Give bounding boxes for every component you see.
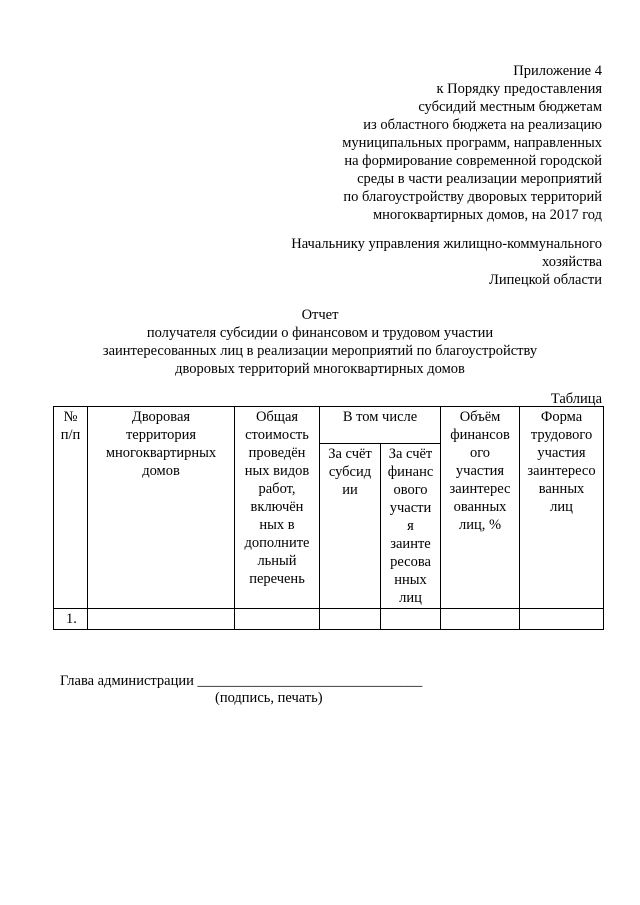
appendix-line: из областного бюджета на реализацию: [363, 117, 602, 133]
appendix-line: муниципальных программ, направленных: [342, 135, 602, 151]
table-cell: [235, 609, 320, 630]
header-territory: Дворовая территория многоквартирных домов: [88, 407, 235, 609]
header-number: № п/п: [54, 407, 88, 609]
table-row: [54, 609, 604, 630]
appendix-block: [182, 62, 602, 224]
header-including-group: В том числе: [320, 407, 441, 444]
addressee-block: [182, 235, 602, 289]
table-cell: [441, 609, 520, 630]
table-cell: 1.: [54, 609, 88, 630]
signature-hint: (подпись, печать): [215, 690, 323, 706]
title-line: заинтересованных лиц в реализации мероприятий по благоустройству: [102, 343, 538, 359]
signature-line: Глава администрации _______________________________: [60, 673, 423, 689]
appendix-line: Приложение 4: [513, 63, 602, 79]
header-financial-participation: За счёт финанс ового участи я заинте ресова нных лиц: [381, 444, 441, 609]
appendix-line: субсидий местным бюджетам: [418, 99, 602, 115]
title-line: дворовых территорий многоквартирных домов: [175, 361, 465, 377]
appendix-line: на формирование современной городской: [344, 153, 602, 169]
appendix-line: по благоустройству дворовых территорий: [343, 189, 602, 205]
table-cell: [381, 609, 441, 630]
appendix-line: среды в части реализации мероприятий: [357, 171, 602, 187]
header-total-cost: Общая стоимость проведён ных видов работ, включён ных в дополните льный перечень: [235, 407, 320, 609]
header-subsidy: За счёт субсид ии: [320, 444, 381, 609]
addressee-line: Начальнику управления жилищно-коммунального: [291, 236, 602, 252]
appendix-line: многоквартирных домов, на 2017 год: [372, 207, 602, 223]
appendix-line: к Порядку предоставления: [436, 81, 602, 97]
table-cell: [88, 609, 235, 630]
title-line: Отчет: [301, 307, 339, 323]
header-financial-volume: Объём финансов ого участия заинтерес ованных лиц, %: [441, 407, 520, 609]
title-line: получателя субсидии о финансовом и трудовом участии: [146, 325, 494, 341]
table-caption: Таблица: [550, 391, 602, 407]
report-table: [53, 406, 604, 630]
header-labor-form: Форма трудового участия заинтересо ванных лиц: [520, 407, 604, 609]
table-cell: [320, 609, 381, 630]
addressee-line: хозяйства: [542, 254, 602, 270]
addressee-line: Липецкой области: [489, 272, 602, 288]
table-cell: [520, 609, 604, 630]
report-title: [0, 306, 640, 378]
